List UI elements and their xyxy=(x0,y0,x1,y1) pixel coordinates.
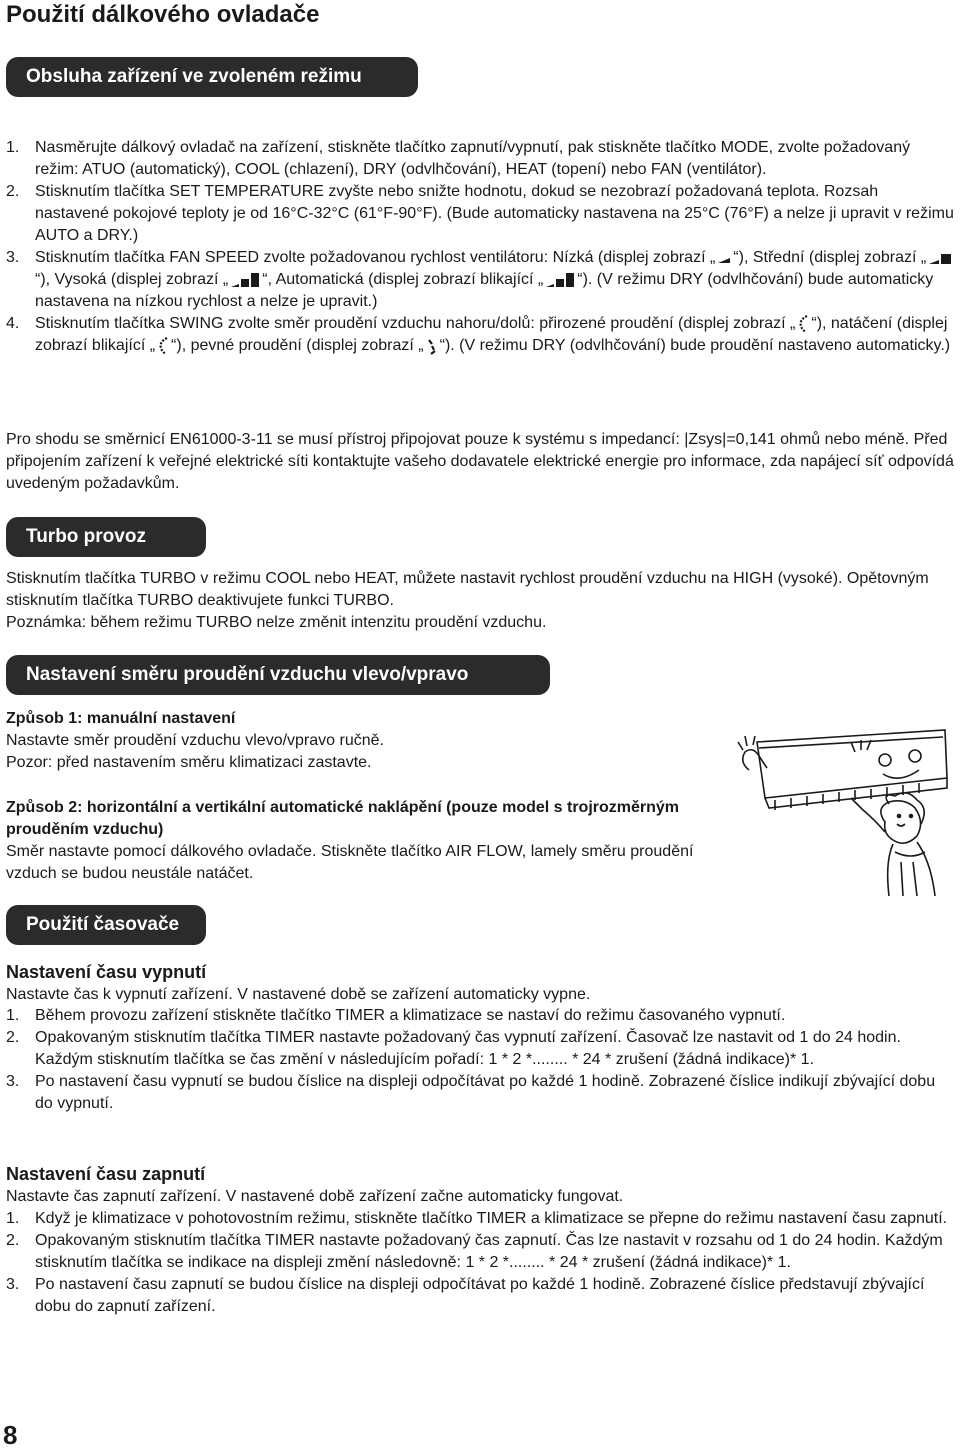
list-number: 3. xyxy=(6,249,20,266)
turbo-line: Poznámka: během režimu TURBO nelze změnit intenzitu proudění vzduchu. xyxy=(6,614,547,631)
compliance-text: Pro shodu se směrnicí EN61000-3-11 se musí přístroj připojovat pouze k systému s impedancí: |Zsys|=0,141 ohmů nebo méně. Před připojením zařízení k veřejné elektrické síti kontaktujte vašeho dodavatele elektrické energie pro informace, zda napájecí síť odpovídá uvedeným požadavkům. xyxy=(6,431,954,492)
list-text: “). (V režimu DRY (odvlhčování) bude proudění nastaveno automaticky.) xyxy=(439,337,951,354)
section-heading-turbo: Turbo provoz xyxy=(6,517,206,557)
turbo-text xyxy=(6,568,956,634)
airflow-method2 xyxy=(6,797,726,885)
list-text: Stisknutím tlačítka SET TEMPERATURE zvyšte nebo snižte hodnotu, dokud se nezobrazí požadovaná teplota. Rozsah nastavené pokojové teploty je od 16°C-32°C (61°F-90°F). (Bude automaticky nastavena na 25°C (76°F) a nelze ji upravit v režimu AUTO a DRY.) xyxy=(35,183,954,244)
compliance-note xyxy=(6,429,956,495)
section-heading-airflow: Nastavení směru proudění vzduchu vlevo/vpravo xyxy=(6,655,550,695)
timer-off-intro: Nastavte čas k vypnutí zařízení. V nastavené době se zařízení automaticky vypne. xyxy=(6,986,591,1003)
method1-line: Nastavte směr proudění vzduchu vlevo/vpravo ručně. xyxy=(6,732,384,749)
list-number: 1. xyxy=(6,1210,20,1227)
method1-line: Pozor: před nastavením směru klimatizaci zastavte. xyxy=(6,754,372,771)
list-item xyxy=(6,313,956,357)
list-number: 4. xyxy=(6,315,20,332)
list-item xyxy=(6,181,956,247)
list-number: 1. xyxy=(6,1007,20,1024)
swing-fixed-icon xyxy=(426,336,438,356)
method1-title: Způsob 1: manuální nastavení xyxy=(6,710,236,727)
list-item xyxy=(6,247,956,313)
list-number: 2. xyxy=(6,183,20,200)
timer-off-block xyxy=(6,960,956,1006)
list-text: Stisknutím tlačítka SWING zvolte směr proudění vzduchu nahoru/dolů: přirozené proudění (displej zobrazí „ xyxy=(35,315,796,332)
timer-on-steps xyxy=(6,1208,956,1318)
list-text: Stisknutím tlačítka FAN SPEED zvolte požadovanou rychlost ventilátoru: Nízká (displej zobrazí „ xyxy=(35,249,716,266)
fan-high-icon xyxy=(230,272,260,288)
list-item xyxy=(6,1071,956,1115)
method2-text: Směr nastavte pomocí dálkového ovladače. Stiskněte tlačítko AIR FLOW, lamely směru proudění vzduch se budou neustále natáčet. xyxy=(6,843,694,882)
list-text: “). (V režimu DRY (odvlhčování) bude automaticky nastavena na nízkou rychlost a nelze je upravit.) xyxy=(35,271,934,310)
airflow-method1 xyxy=(6,708,726,774)
list-number: 1. xyxy=(6,139,20,156)
section-heading-mode-operation: Obsluha zařízení ve zvoleném režimu xyxy=(6,57,418,97)
swing-natural-icon xyxy=(797,314,809,334)
list-text: “), pevné proudění (displej zobrazí „ xyxy=(171,337,424,354)
method2-title: Způsob 2: horizontální a vertikální automatické naklápění (pouze model s trojrozměrným prouděním vzduchu) xyxy=(6,799,680,838)
list-item xyxy=(6,1005,956,1027)
list-number: 2. xyxy=(6,1232,20,1249)
list-text: “), natáčení (displej zobrazí blikající „ xyxy=(35,315,948,354)
list-number: 2. xyxy=(6,1029,20,1046)
list-text: “), Vysoká (displej zobrazí „ xyxy=(35,271,229,288)
list-item xyxy=(6,137,956,181)
list-item xyxy=(6,1230,956,1274)
list-item xyxy=(6,1208,956,1230)
list-item xyxy=(6,1027,956,1071)
timer-on-title: Nastavení času zapnutí xyxy=(6,1164,206,1184)
page-number: 8 xyxy=(3,1420,18,1450)
turbo-line: Stisknutím tlačítka TURBO v režimu COOL nebo HEAT, můžete nastavit rychlost proudění vzduchu na HIGH (vysoké). Opětovným stisknutím tlačítka TURBO deaktivujete funkci TURBO. xyxy=(6,570,929,609)
timer-on-block xyxy=(6,1162,956,1208)
list-text: Po nastavení času vypnutí se budou číslice na displeji odpočítávat po každé 1 hodině. Zobrazené číslice indikují zbývající dobu do vypnutí. xyxy=(35,1073,936,1112)
list-item xyxy=(6,1274,956,1318)
list-text: “), Střední (displej zobrazí „ xyxy=(733,249,927,266)
list-number: 3. xyxy=(6,1073,20,1090)
list-text: Opakovaným stisknutím tlačítka TIMER nastavte požadovaný čas zapnutí. Čas lze nastavit v rozsahu od 1 do 24 hodin. Každým stisknutím tlačítka se indikace na displeji změní následovně: 1 * 2 *........ * 24 * zrušení (žádná indikace)* 1. xyxy=(35,1232,943,1271)
timer-on-intro: Nastavte čas zapnutí zařízení. V nastavené době zařízení začne automaticky fungovat. xyxy=(6,1188,624,1205)
list-text: Nasměrujte dálkový ovladač na zařízení, stiskněte tlačítko zapnutí/vypnutí, pak stiskněte tlačítko MODE, zvolte požadovaný režim: ATUO (automatický), COOL (chlazení), DRY (odvlhčování), HEAT (topení) nebo FAN (ventilátor). xyxy=(35,139,911,178)
timer-off-title: Nastavení času vypnutí xyxy=(6,962,207,982)
list-number: 3. xyxy=(6,1276,20,1293)
mode-steps-list xyxy=(6,137,956,357)
section-heading-timer: Použití časovače xyxy=(6,905,206,945)
ac-adjustment-illustration xyxy=(735,712,955,900)
list-text: Po nastavení času zapnutí se budou číslice na displeji odpočítávat po každé 1 hodině. Zobrazené číslice představují zbývající dobu do zapnutí zařízení. xyxy=(35,1276,925,1315)
list-text: Když je klimatizace v pohotovostním režimu, stiskněte tlačítko TIMER a klimatizace se přepne do režimu nastavení času zapnutí. xyxy=(35,1210,948,1227)
list-text: Během provozu zařízení stiskněte tlačítko TIMER a klimatizace se nastaví do režimu časovaného vypnutí. xyxy=(35,1007,786,1024)
page-title: Použití dálkového ovladače xyxy=(6,1,320,28)
swing-swing-icon xyxy=(157,336,169,356)
list-text: Opakovaným stisknutím tlačítka TIMER nastavte požadovaný čas vypnutí zařízení. Časovač lze nastavit od 1 do 24 hodin. Každým stisknutím tlačítka se čas změní v následujícím pořadí: 1 * 2 *........ * 24 * zrušení (žádná indikace)* 1. xyxy=(35,1029,901,1068)
fan-medium-icon xyxy=(928,251,952,265)
fan-auto-icon xyxy=(545,272,575,288)
fan-low-icon xyxy=(717,252,731,264)
list-text: “, Automatická (displej zobrazí blikající „ xyxy=(262,271,544,288)
timer-off-steps xyxy=(6,1005,956,1115)
